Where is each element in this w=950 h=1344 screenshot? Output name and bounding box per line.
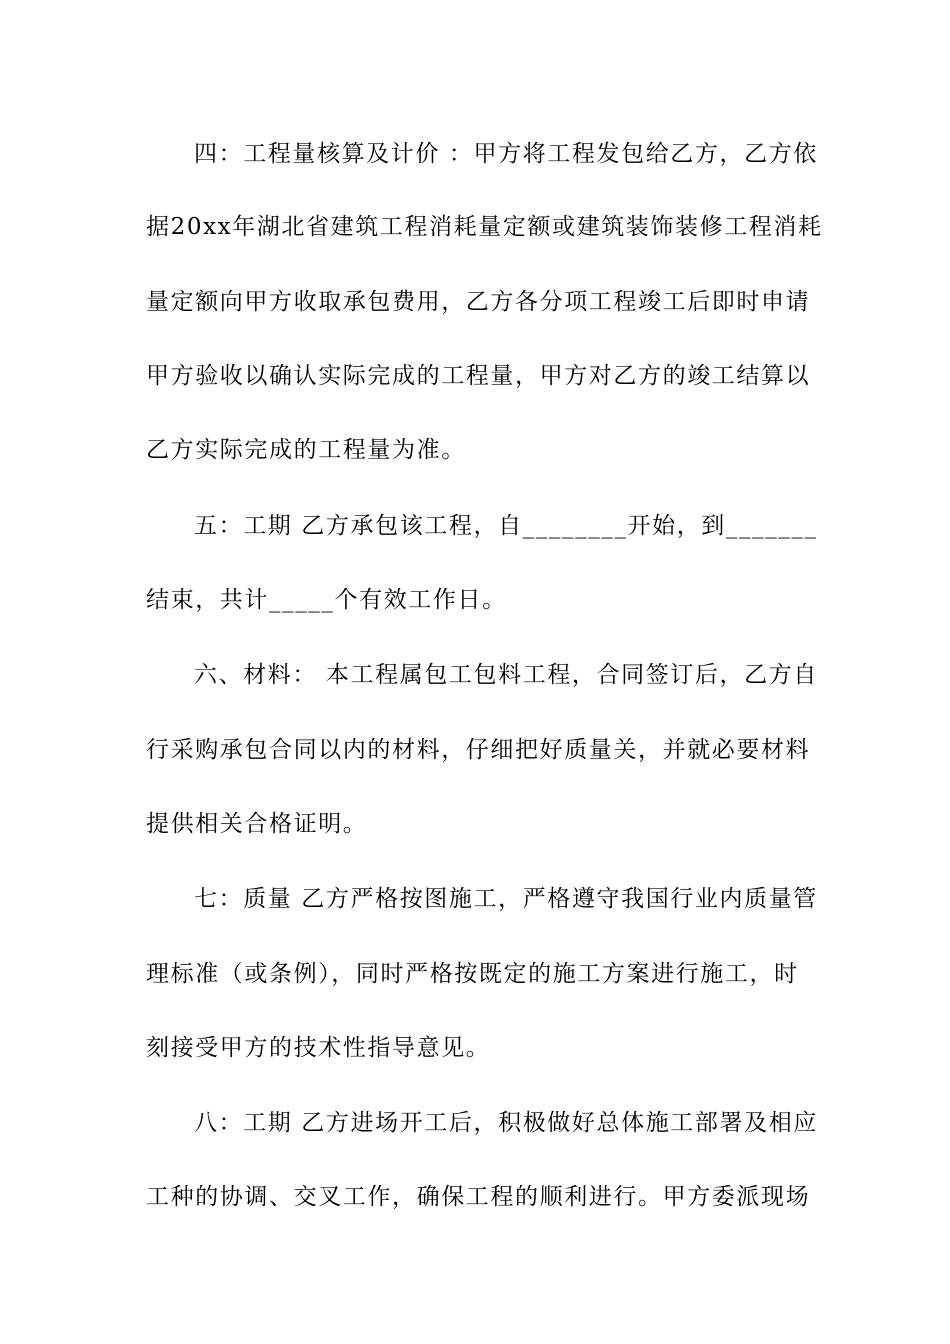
text-line-section-4-start: 四：工程量核算及计价 ：甲方将工程发包给乙方，乙方依 [194, 141, 818, 167]
text-line: 甲方验收以确认实际完成的工程量，甲方对乙方的竣工结算以 [146, 363, 811, 389]
text-line: 工种的协调、交叉工作，确保工程的顺利进行。甲方委派现场 [146, 1184, 811, 1210]
text-line-section-7-start: 七：质量 乙方严格按图施工，严格遵守我国行业内质量管 [194, 886, 818, 912]
text-line-section-6-start: 六、材料： 本工程属包工包料工程，合同签订后，乙方自 [194, 662, 818, 688]
text-line: 提供相关合格证明。 [146, 811, 368, 837]
text-line: 行采购承包合同以内的材料，仔细把好质量关，并就必要材料 [146, 737, 811, 763]
text-line: 刻接受甲方的技术性指导意见。 [146, 1035, 491, 1061]
text-line: 据20xx年湖北省建筑工程消耗量定额或建筑装饰装修工程消耗 [146, 214, 823, 240]
text-line: 理标准（或条例），同时严格按既定的施工方案进行施工，时 [146, 961, 799, 987]
text-line-section-8-start: 八：工期 乙方进场开工后，积极做好总体施工部署及相应 [194, 1110, 818, 1136]
text-line: 乙方实际完成的工程量为准。 [146, 437, 466, 463]
text-line: 量定额向甲方收取承包费用，乙方各分项工程竣工后即时申请 [146, 289, 811, 315]
text-line: 结束，共计_____个有效工作日。 [146, 587, 507, 613]
text-line-section-5-start: 五：工期 乙方承包该工程，自________开始，到_______ [194, 513, 818, 539]
